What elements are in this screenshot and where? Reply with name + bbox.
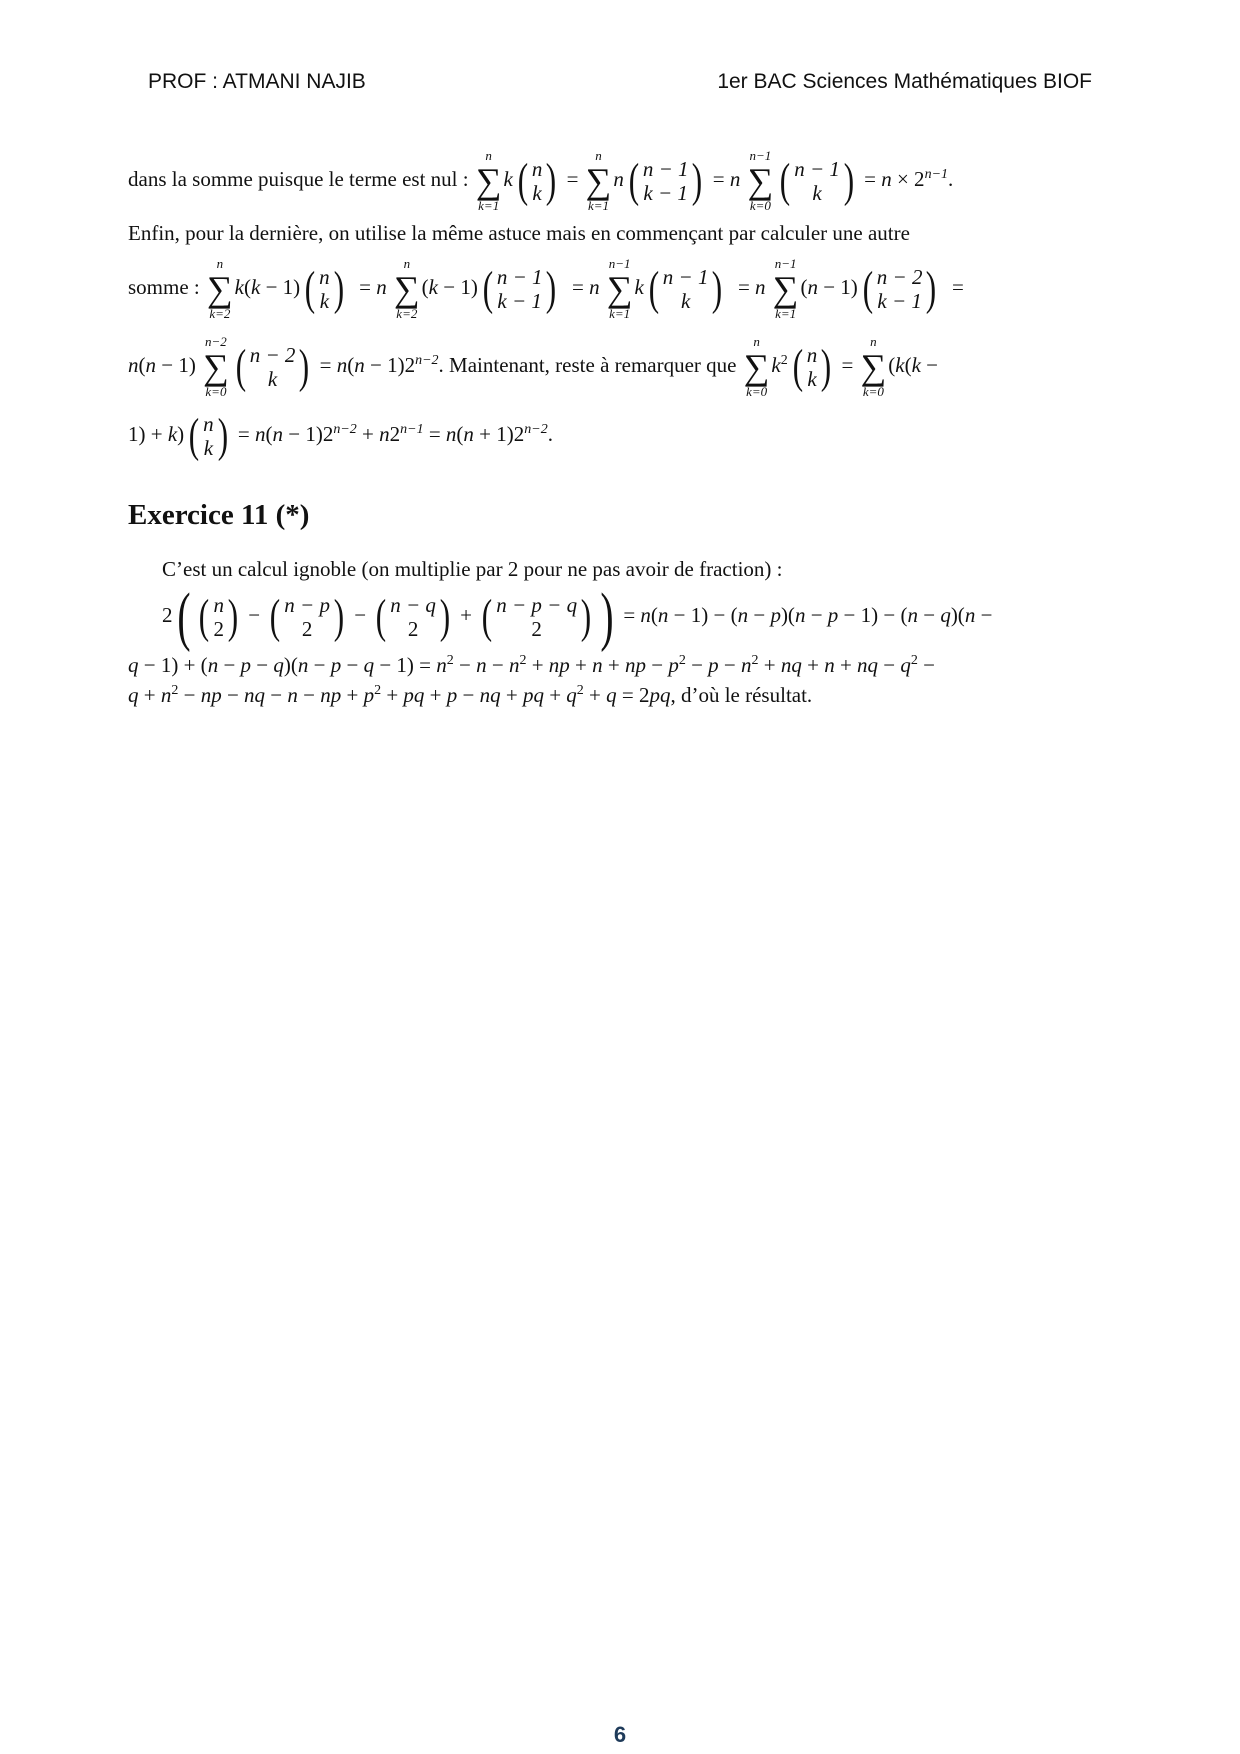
binomial: ( n − 1 k ) <box>780 154 855 208</box>
page-number: 6 <box>613 1722 627 1747</box>
text-span: , d’où le résultat. <box>670 683 813 707</box>
exercise-math-line-2: $q - 1) + (n - p - q)(n - p - q - 1) = n^2 - n - n^2$ + np + n + np − $p^2 - p - n^2$ + nq + n + nq − $q^2$ − <box>128 653 935 677</box>
binomial: ( n − 2 k ) <box>235 340 310 394</box>
exercise-math-line-1: 2( ( n 2 ) − ( n − p 2 ) − ( n − q 2 ) + ( n − p − q 2 ) ) = n(n − 1) − (n − p)(n − p − 1) − (n − q)(n − <box>162 580 993 653</box>
binomial: ( n − p − q 2 ) <box>482 590 592 643</box>
sum-operator: n−1 ∑ k=0 <box>747 148 774 214</box>
binomial: ( n − 1 k − 1 ) <box>482 262 557 316</box>
page-header <box>148 70 1092 94</box>
binomial: ( n 2 ) <box>199 590 239 643</box>
binomial: ( n − p 2 ) <box>270 590 345 643</box>
math-line-3: somme : n ∑ k=2 k(k − 1) ( n k ) = n n ∑ k=2 (k − 1) ( n − 1 k − 1 ) = n n−1 ∑ k=1 k ( n − 1 k ) = n n−1 ∑ k=1 (n − 1) ( n − 2 k − 1 ) = <box>128 256 964 322</box>
sum-operator: n ∑ k=2 <box>207 256 233 322</box>
header-author: PROF : ATMANI NAJIB <box>148 70 366 93</box>
binomial: ( n − 2 k − 1 ) <box>862 262 937 316</box>
text-span: somme : <box>128 275 200 299</box>
sum-operator: n−2 ∑ k=0 <box>203 334 229 400</box>
binomial: ( n − q 2 ) <box>376 590 451 643</box>
text-line-2: Enfin, pour la dernière, on utilise la même astuce mais en commençant par calculer une autre <box>128 221 910 245</box>
math-line-5: 1) + k) ( n k ) = $n(n - 1)2^{n-2} + n2^{n-1} = n(n + 1)2^{n-2}$. <box>128 409 553 463</box>
binomial: ( n k ) <box>304 262 344 316</box>
exercise-math-line-3: $q + n^2$ − np − nq − n − np + $p^2$ + pq + p − nq + pq + $q^2 + q = 2pq$, d’où le résultat. <box>128 683 813 707</box>
text-span: . Maintenant, reste à remarquer que <box>438 353 737 377</box>
binomial: ( n k ) <box>792 340 832 394</box>
binomial: ( n − 1 k − 1 ) <box>628 154 703 208</box>
exercise-intro: C’est un calcul ignoble (on multiplie par 2 pour ne pas avoir de fraction) : <box>162 557 783 581</box>
sum-operator: n ∑ k=0 <box>860 334 887 400</box>
document-body <box>128 140 1112 710</box>
sum-operator: n ∑ k=0 <box>743 334 770 400</box>
sum-operator: n−1 ∑ k=1 <box>606 256 633 322</box>
binomial: ( n − 1 k ) <box>648 262 723 316</box>
binomial: ( n k ) <box>517 154 557 208</box>
sum-operator: n ∑ k=1 <box>585 148 612 214</box>
header-course: 1er BAC Sciences Mathématiques BIOF <box>717 70 1092 93</box>
math-line-4: n(n − 1) n−2 ∑ k=0 ( n − 2 k ) = $n(n - 1)2^{n-2}$. Maintenant, reste à remarquer que n ∑ k=0 $k^2$ ( n k ) = n ∑ k=0 (k(k − <box>128 334 938 400</box>
exercise-title: Exercice 11 (*) <box>128 499 310 531</box>
sum-operator: n−1 ∑ k=1 <box>772 256 799 322</box>
math-line-1: dans la somme puisque le terme est nul : n ∑ k=1 k ( n k ) = n ∑ k=1 n ( n − 1 k − 1 ) = n n−1 ∑ k=0 ( n − 1 k ) = $n \times 2^{n-1}$. <box>128 148 954 214</box>
text-span: dans la somme puisque le terme est nul : <box>128 167 469 191</box>
sum-operator: n ∑ k=1 <box>475 148 502 214</box>
sum-operator: n ∑ k=2 <box>393 256 420 322</box>
binomial: ( n k ) <box>188 409 228 463</box>
